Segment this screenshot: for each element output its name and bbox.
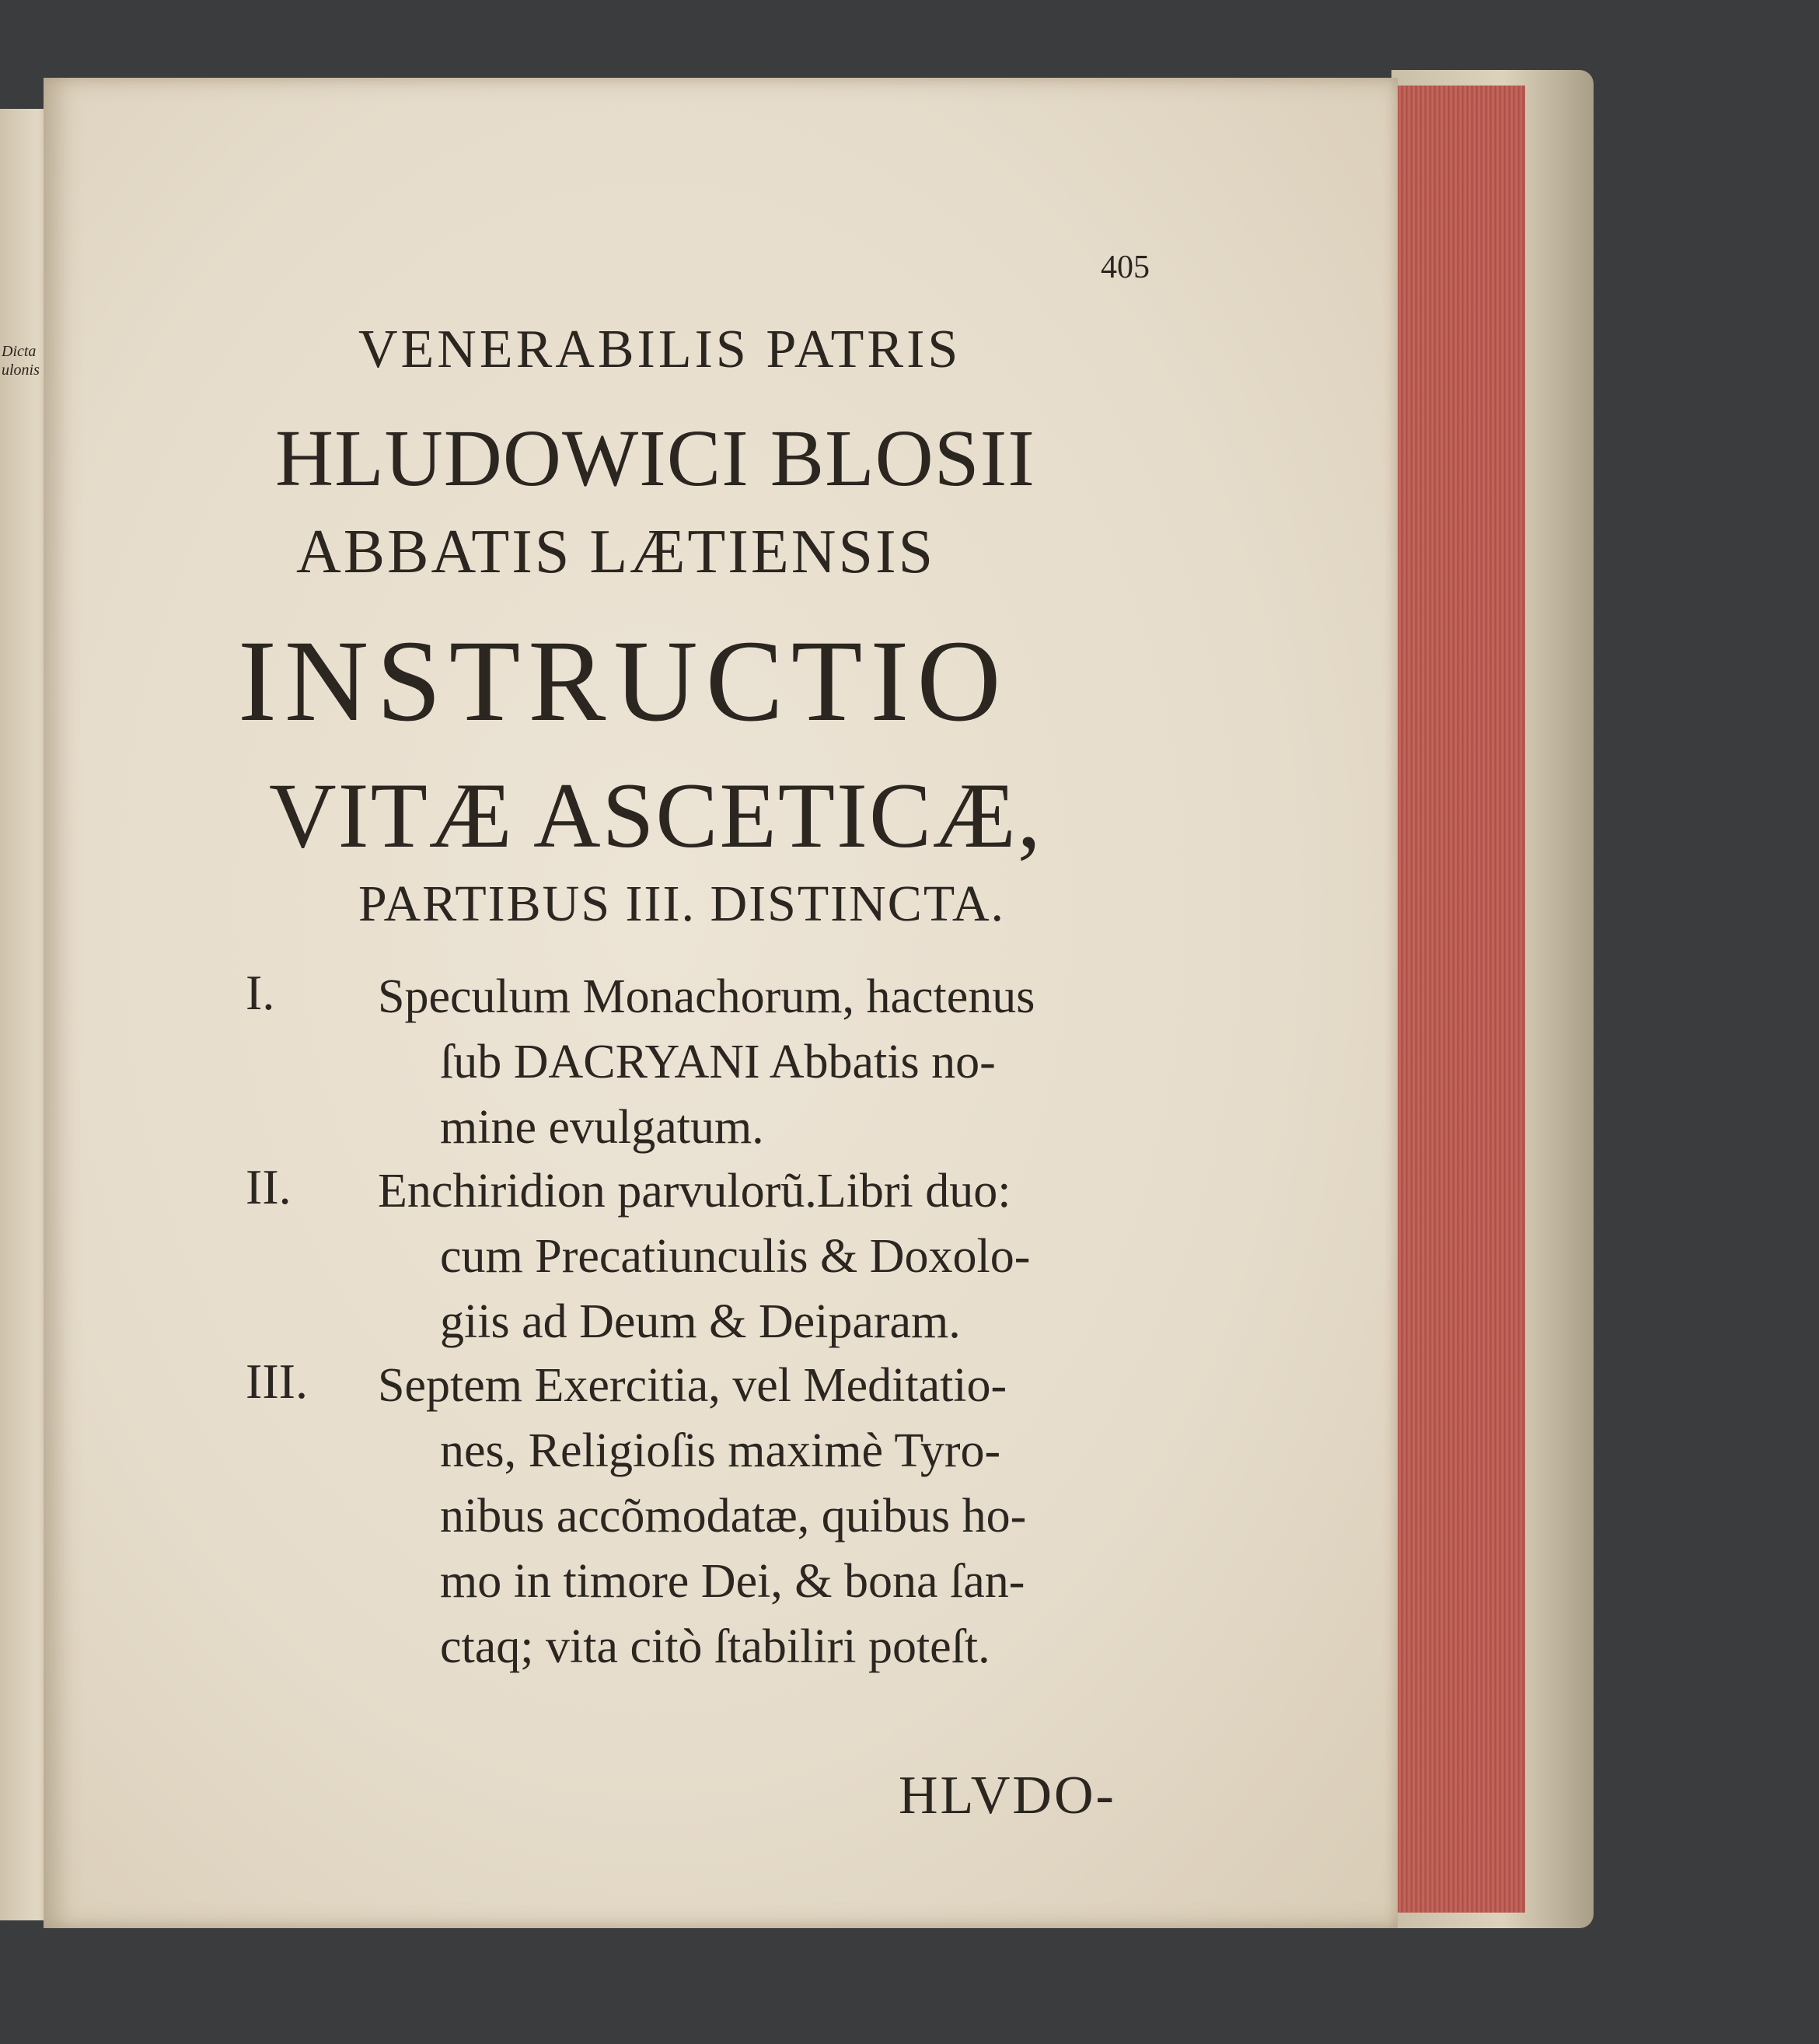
entry-numeral: I. [246, 965, 275, 1020]
entry-line: nes, Religioſis maximè Tyro- [440, 1424, 1001, 1477]
entry-numeral: II. [246, 1159, 292, 1214]
entry-numeral: III. [246, 1354, 308, 1409]
title-line-author: HLUDOWICI BLOSII [275, 414, 1035, 503]
entry-line: ctaq; vita citò ſtabiliri poteſt. [440, 1620, 990, 1673]
page-number: 405 [1101, 250, 1150, 285]
title-line-vitae: VITÆ ASCETICÆ, [269, 763, 1042, 867]
entry-line: mine evulgatum. [440, 1101, 764, 1154]
entry-line: Septem Exercitia, vel Meditatio- [378, 1359, 1007, 1412]
title-line-abbatis: ABBATIS LÆTIENSIS [296, 518, 936, 586]
entry-line: mo in timore Dei, & bona ſan- [440, 1555, 1025, 1608]
entry-line: Speculum Monachorum, hactenus [378, 970, 1035, 1023]
catchword: HLVDO- [899, 1766, 1116, 1826]
title-page [44, 78, 1398, 1928]
entry-line: giis ad Deum & Deiparam. [440, 1295, 961, 1348]
title-line-instructio: INSTRUCTIO [238, 617, 1009, 746]
entry-line: Enchiridion parvulorũ.Libri duo: [378, 1165, 1011, 1218]
title-line-partibus: PARTIBUS III. DISTINCTA. [358, 875, 1006, 932]
entry-line: nibus accõmodatæ, quibus ho- [440, 1490, 1027, 1543]
facing-page-sidenote: Dicta ulonis [2, 343, 40, 379]
entry-line: cum Precatiunculis & Doxolo- [440, 1230, 1031, 1283]
entry-line: ſub DACRYANI Abbatis no- [440, 1036, 996, 1088]
title-line-venerabilis: VENERABILIS PATRIS [358, 320, 962, 379]
red-page-edges [1391, 86, 1525, 1913]
